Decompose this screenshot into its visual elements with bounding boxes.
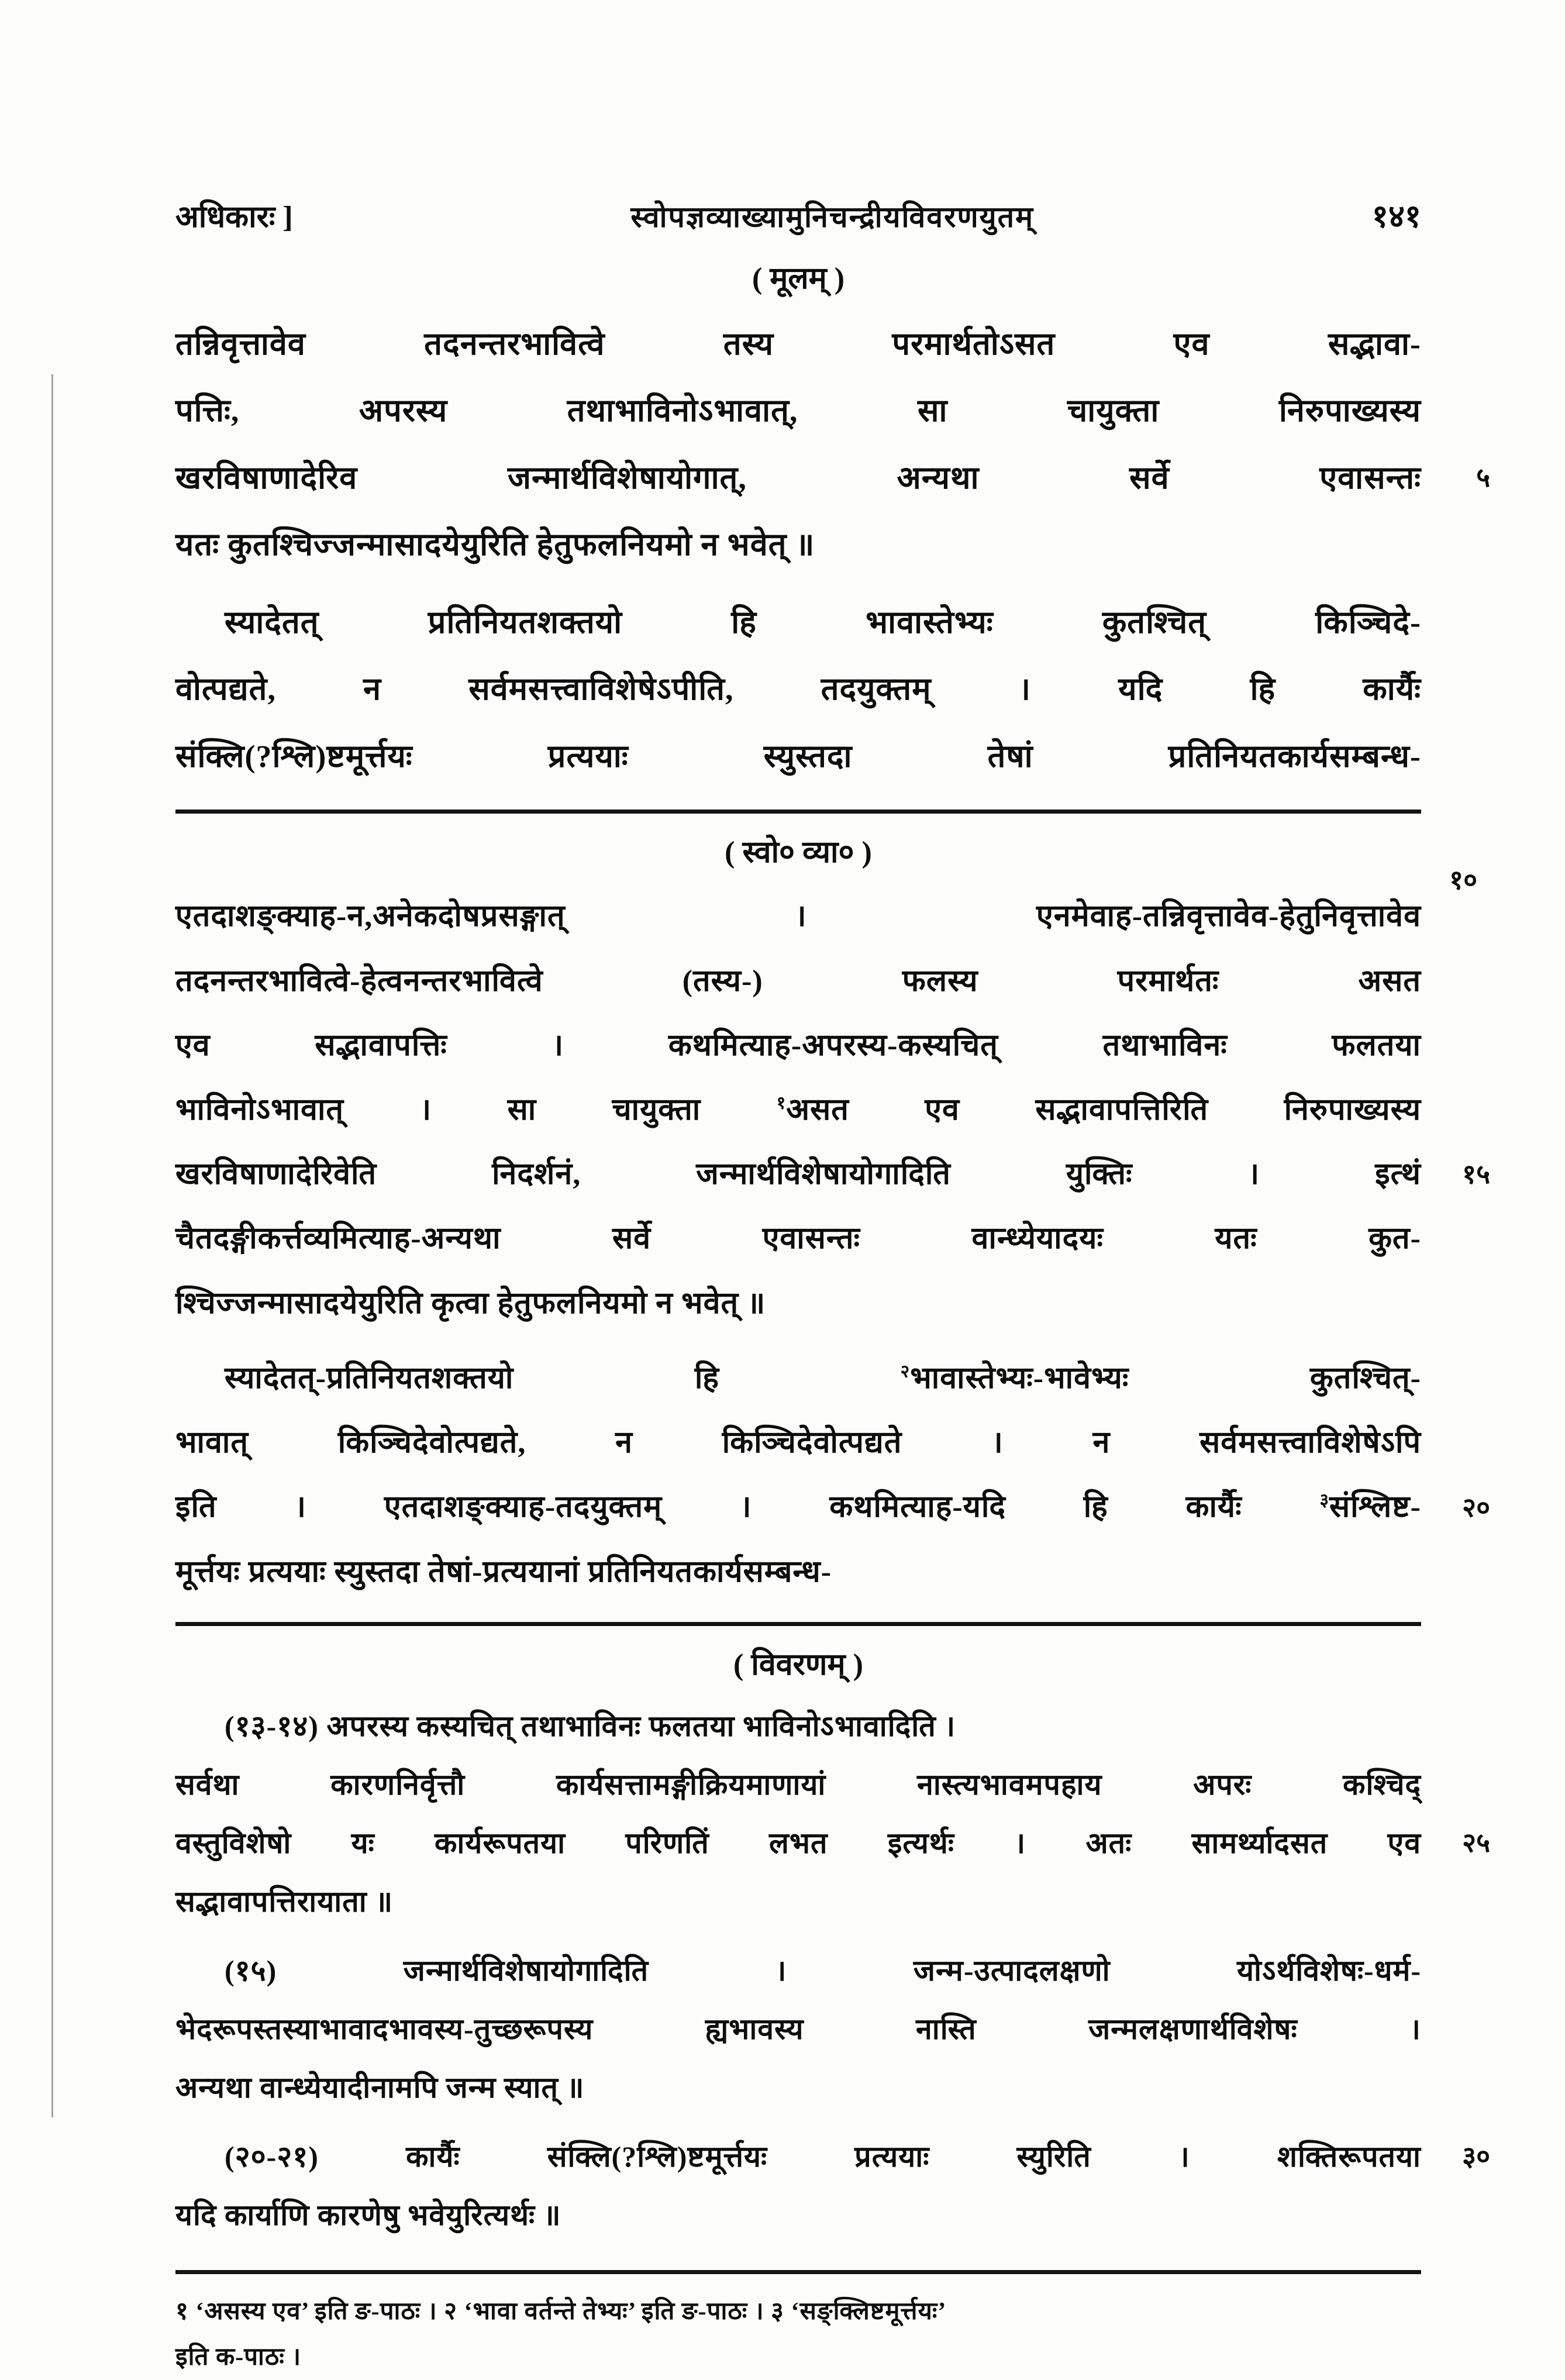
mulam-heading-label: ( मूलम् ): [752, 262, 845, 295]
text-line: भेदरूपस्तस्याभावादभावस्य-तुच्छरूपस्य ह्यभावस्य नास्ति जन्मलक्षणार्थविशेषः ।: [175, 2012, 1421, 2045]
section-divider-rule: [175, 1622, 1421, 1626]
page-header: [175, 193, 1421, 236]
vivaranam-heading: [175, 1642, 1421, 1684]
text-line: सद्भावापत्तिरायाता ॥: [175, 1885, 394, 1918]
footnote-divider-rule: [175, 2270, 1421, 2274]
mulam-heading: [175, 256, 1421, 298]
text-line: चैतदङ्गीकर्त्तव्यमित्याह-अन्यथा सर्वे एवासन्तः वान्ध्येयादयः यतः कुत-: [175, 1222, 1421, 1256]
text-line: मूर्त्तयः प्रत्ययाः स्युस्तदा तेषां-प्रत्ययानां प्रतिनियतकार्यसम्बन्ध-: [175, 1555, 832, 1589]
line-text: भावास्तेभ्यः-भावेभ्यः कुतश्चित्-: [910, 1361, 1421, 1395]
section-vivaranam: [175, 1642, 1490, 2244]
paragraph-gap: [175, 578, 1421, 589]
line-text: स्यादेतत्-प्रतिनियतशक्तयो हि: [225, 1361, 901, 1395]
line-text: (२०-२१) कार्यैः संक्लि(?श्लि)ष्टमूर्त्तयः प्रत्ययाः स्युरिति । शक्तिरूपतया: [225, 2140, 1421, 2173]
text-line: वोत्पद्यते, न सर्वमसत्त्वाविशेषेऽपीति, तदयुक्तम् । यदि हि कार्यैः: [175, 671, 1421, 707]
line-text: वस्तुविशेषो यः कार्यरूपतया परिणतिं लभत इत्यर्थः । अतः सामर्थ्यादसत एव: [175, 1826, 1421, 1859]
text-line: [175, 1078, 1421, 1142]
vyakhya-heading-label: ( स्वो० व्या० ): [725, 836, 872, 870]
section-mulam: [175, 256, 1490, 790]
text-line: सर्वथा कारणनिर्वृत्तौ कार्यसत्तामङ्गीक्रियमाणायां नास्त्यभावमपहाय अपरः कश्चिद्: [175, 1768, 1421, 1801]
scan-edge-artifact: [51, 374, 53, 2117]
vivaranam-heading-label: ( विवरणम् ): [733, 1648, 863, 1682]
margin-line-number: १५: [1462, 1159, 1490, 1190]
text-line: [175, 445, 1490, 511]
page-number: १४१: [1371, 199, 1421, 234]
section-vyakhya: [175, 830, 1490, 1604]
text-line: (१५) जन्मार्थविशेषायोगादिति । जन्म-उत्पादलक्षणो योऽर्थविशेषः-धर्म-: [225, 1954, 1421, 1987]
running-head-title: स्वोपज्ञव्याख्यामुनिचन्द्रीयविवरणयुतम्: [630, 201, 1035, 233]
footnote-line: १ ‘असस्य एव’ इति ङ-पाठः । २ ‘भावा वर्तन्ते तेभ्यः’ इति ङ-पाठः । ३ ‘सङ्क्लिष्टमूर्त्तयः’: [175, 2298, 947, 2325]
text-line: यदि कार्याणि कारणेषु भवेयुरित्यर्थः ॥: [175, 2198, 561, 2231]
text-line: श्चिज्जन्मासादयेयुरिति कृत्वा हेतुफलनियमो न भवेत् ॥: [175, 1286, 766, 1320]
paragraph-gap: [175, 1931, 1421, 1941]
text-line: [175, 1814, 1490, 1872]
margin-line-number: २५: [1462, 1827, 1490, 1858]
text-line: [175, 1475, 1490, 1539]
margin-line-number: ३०: [1462, 2141, 1490, 2171]
line-text: असत एव सद्भावापत्तिरिति निरुपाख्यस्य: [786, 1093, 1421, 1127]
margin-line-number: १०: [1449, 865, 1477, 895]
text-line: भावात् किञ्चिदेवोत्पद्यते, न किञ्चिदेवोत्पद्यते । न सर्वमसत्त्वाविशेषेऽपि: [175, 1426, 1421, 1460]
footnotes: [175, 2289, 1421, 2380]
text-line: तदनन्तरभावित्वे-हेत्वनन्तरभावित्वे (तस्य-) फलस्य परमार्थतः असत: [175, 964, 1421, 998]
section-divider-rule: [175, 810, 1421, 814]
text-line: स्यादेतत् प्रतिनियतशक्तयो हि भावास्तेभ्यः कुतश्चित् किञ्चिदे-: [225, 604, 1421, 640]
line-text: खरविषाणादेरिवेति निदर्शनं, जन्मार्थविशेषायोगादिति युक्तिः । इत्थं: [175, 1158, 1421, 1191]
text-line: तन्निवृत्तावेव तदनन्तरभावित्वे तस्य परमार्थतोऽसत एव सद्भावा-: [175, 326, 1421, 361]
text-line: [175, 2127, 1490, 2186]
paragraph-gap: [175, 2117, 1421, 2127]
text-line: एतदाशङ्क्याह-न,अनेकदोषप्रसङ्गात् । एनमेवाह-तन्निवृत्तावेव-हेतुनिवृत्तावेव: [175, 900, 1421, 934]
line-text: संश्लिष्ट-: [1329, 1490, 1421, 1524]
text-line: एव सद्भावापत्तिः । कथमित्याह-अपरस्य-कस्यचित् तथाभाविनः फलतया: [175, 1028, 1421, 1062]
text-block: [175, 193, 1490, 2380]
text-line: संक्लि(?श्लि)ष्टमूर्त्तयः प्रत्ययाः स्युस्तदा तेषां प्रतिनियतकार्यसम्बन्ध-: [175, 738, 1421, 774]
footnote-marker: १: [776, 1093, 787, 1113]
text-line: [175, 1346, 1421, 1411]
line-text: इति । एतदाशङ्क्याह-तदयुक्तम् । कथमित्याह-यदि हि कार्यैः: [175, 1490, 1320, 1524]
vyakhya-heading: [175, 830, 1477, 895]
footnote-line: इति क-पाठः ।: [175, 2343, 302, 2371]
footnote-marker: २: [900, 1361, 911, 1382]
text-line: (१३-१४) अपरस्य कस्यचित् तथाभाविनः फलतया भाविनोऽभावादिति ।: [225, 1709, 956, 1742]
paragraph-gap: [175, 1336, 1421, 1346]
line-text: खरविषाणादेरिव जन्मार्थविशेषायोगात्, अन्यथा सर्वे एवासन्तः: [175, 460, 1421, 495]
margin-line-number: २०: [1462, 1492, 1490, 1523]
text-line: पत्तिः, अपरस्य तथाभाविनोऽभावात्, सा चायुक्ता निरुपाख्यस्य: [175, 393, 1421, 429]
margin-line-number: ५: [1476, 463, 1490, 493]
text-line: यतः कुतश्चिज्जन्मासादयेयुरिति हेतुफलनियमो न भवेत् ॥: [175, 527, 815, 563]
footnote-marker: ३: [1319, 1490, 1329, 1511]
running-head-left: अधिकारः ]: [175, 201, 293, 234]
text-line: [175, 1142, 1490, 1207]
text-line: अन्यथा वान्ध्येयादीनामपि जन्म स्यात् ॥: [175, 2071, 585, 2104]
line-text: भाविनोऽभावात् । सा चायुक्ता: [175, 1093, 777, 1127]
